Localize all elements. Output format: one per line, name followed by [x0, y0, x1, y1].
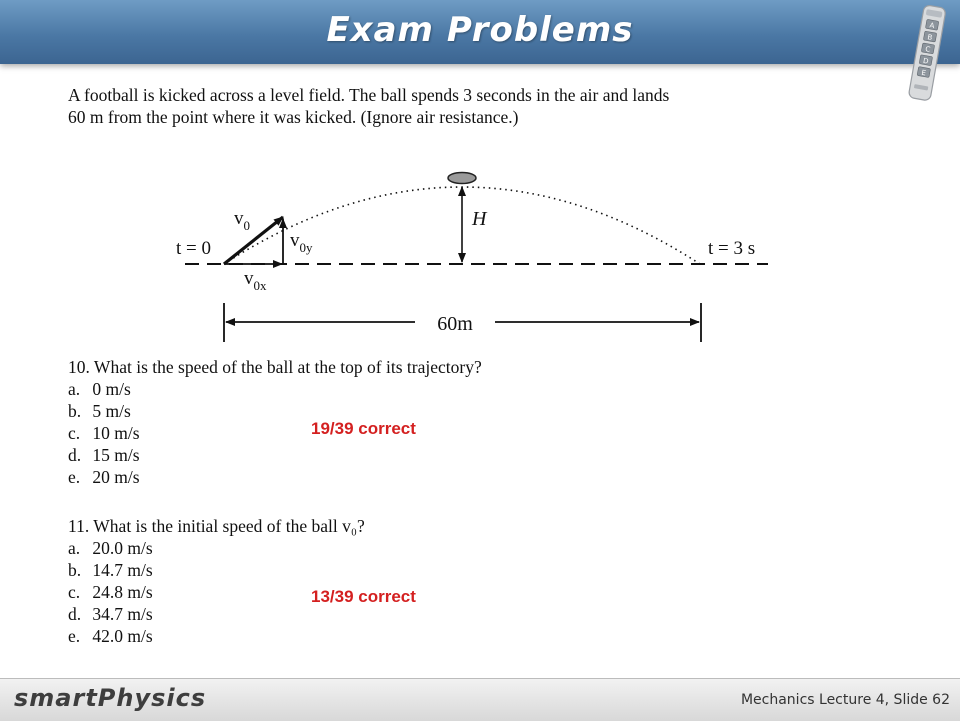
v0-vector — [224, 217, 283, 264]
clicker-button-label: E — [920, 68, 927, 78]
question-10 — [68, 356, 482, 488]
question-11-stem: 11. What is the initial speed of the ball v₀? — [68, 516, 365, 536]
v0x-label: $v_{0x}$ — [244, 268, 267, 293]
height-label: H — [472, 208, 487, 230]
ball-at-top — [448, 173, 476, 184]
footer-bar — [0, 678, 960, 721]
question-10-score: 19/39 correct — [311, 419, 416, 438]
v0y-label: $v_{0y}$ — [290, 230, 313, 255]
option-b: b. 5 m/s — [68, 401, 131, 421]
question-11-score: 13/39 correct — [311, 587, 416, 606]
t0-label: t = 0 — [176, 238, 211, 259]
option-e: e. 20 m/s — [68, 467, 140, 487]
title-bar — [0, 0, 960, 64]
slide-title: Exam Problems — [326, 10, 634, 50]
clicker-button-label: C — [924, 45, 931, 54]
clicker-button-label: B — [926, 33, 933, 42]
option-d: d. 15 m/s — [68, 445, 140, 465]
trajectory-diagram — [150, 160, 780, 350]
clicker-button-label: D — [922, 56, 930, 66]
t3-label: t = 3 s — [708, 238, 756, 259]
option-b: b. 14.7 m/s — [68, 560, 153, 580]
clicker-remote-icon — [900, 4, 956, 104]
option-a: a. 0 m/s — [68, 379, 131, 399]
v0-label: $v_0$ — [234, 208, 250, 233]
slide-info: Mechanics Lecture 4, Slide 62 — [740, 692, 950, 708]
problem-line-1: A football is kicked across a level field. The ball spends 3 seconds in the air and lands — [68, 85, 670, 105]
distance-label: 60m — [437, 313, 473, 335]
option-a: a. 20.0 m/s — [68, 538, 153, 558]
option-e: e. 42.0 m/s — [68, 626, 153, 646]
option-c: c. 24.8 m/s — [68, 582, 153, 602]
problem-line-2: 60 m from the point where it was kicked. (Ignore air resistance.) — [68, 107, 519, 127]
option-d: d. 34.7 m/s — [68, 604, 153, 624]
option-c: c. 10 m/s — [68, 423, 140, 443]
smartphysics-logo: smartPhysics — [14, 684, 207, 712]
clicker-button-label: A — [928, 21, 936, 31]
question-10-stem: 10. What is the speed of the ball at the top of its trajectory? — [68, 357, 482, 377]
question-11 — [68, 515, 365, 647]
